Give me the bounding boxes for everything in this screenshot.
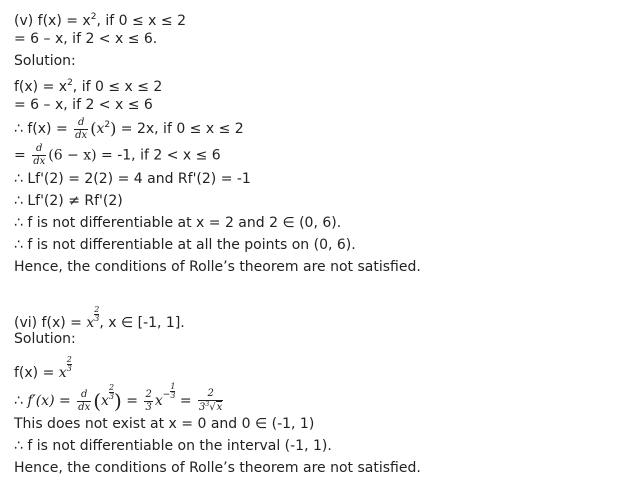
text: ∴ f(x) = <box>14 121 73 137</box>
equals: = <box>121 393 143 409</box>
denominator: 3 <box>94 314 100 323</box>
numerator: 2 <box>94 305 100 314</box>
left-right-derivatives <box>14 170 251 188</box>
text: = 6 – x, if 2 < x ≤ 6 <box>14 97 153 113</box>
not-exist-statement <box>14 415 314 433</box>
text: = <box>14 147 31 164</box>
solution-heading-vi <box>14 330 76 348</box>
variable: x <box>86 315 95 331</box>
text: ∴ f is not differentiable on the interval (-1, 1). <box>14 438 332 454</box>
numerator: 2 <box>145 388 152 400</box>
coefficient-fraction <box>144 390 152 413</box>
not-differentiable-vi <box>14 437 332 455</box>
solution-line-2 <box>14 96 153 114</box>
text: Solution: <box>14 53 76 69</box>
root-index: 3 <box>205 401 210 408</box>
denominator: 3 <box>66 364 72 373</box>
root-sign: √ <box>209 402 216 413</box>
text: = 6 – x, if 2 < x ≤ 6. <box>14 31 158 47</box>
numerator: 2 <box>198 389 223 401</box>
text: ∴ f is not differentiable at all the points on (0, 6). <box>14 237 356 253</box>
problem-vi-statement <box>14 306 185 332</box>
text: (vi) f(x) = <box>14 315 87 331</box>
solution-vi-line-1 <box>14 356 72 382</box>
variable: x <box>58 365 67 381</box>
derivative-line-1 <box>14 116 244 141</box>
numerator: 2 <box>108 383 115 392</box>
therefore-symbol: ∴ <box>14 393 28 409</box>
text: Hence, the conditions of Rolle’s theorem are not satisfied. <box>14 460 421 476</box>
variable: x <box>101 393 109 409</box>
paren: ( <box>90 119 97 138</box>
solution-heading <box>14 52 76 70</box>
derivative-operator <box>32 144 46 167</box>
not-differentiable-interval <box>14 236 356 254</box>
numerator: d <box>74 118 88 130</box>
minus-sign: − <box>162 390 171 400</box>
text: , if 0 ≤ x ≤ 2 <box>72 79 163 95</box>
text: = 2x, if 0 ≤ x ≤ 2 <box>116 121 244 137</box>
text: ∴ f is not differentiable at x = 2 and 2 ∈ (0, 6). <box>14 215 342 231</box>
text: (v) f(x) = x <box>14 13 91 29</box>
text: , if 0 ≤ x ≤ 2 <box>96 13 186 29</box>
numerator: 1 <box>170 382 176 391</box>
exponent: 2 <box>90 12 97 22</box>
denominator: 3 <box>145 401 152 413</box>
variable: x <box>96 121 105 137</box>
conclusion-v <box>14 258 421 276</box>
coefficient: 3 <box>199 402 206 413</box>
derivative-line-2 <box>14 144 221 167</box>
text: Hence, the conditions of Rolle’s theorem are not satisfied. <box>14 259 421 275</box>
problem-v-statement <box>14 8 186 30</box>
paren: ) <box>110 119 117 138</box>
denominator: 3 <box>170 391 176 400</box>
text: This does not exist at x = 0 and 0 ∈ (-1, 1) <box>14 416 315 432</box>
text: f(x) = <box>14 365 59 381</box>
text: , x ∈ [-1, 1]. <box>99 315 185 331</box>
derivatives-not-equal <box>14 192 123 210</box>
paren: ) <box>114 389 122 413</box>
denominator: dx <box>33 156 46 167</box>
derivative-vi <box>14 383 225 413</box>
numerator: 2 <box>66 355 72 364</box>
result-fraction <box>198 389 223 413</box>
variable: x <box>154 393 163 409</box>
text: ∴ Lf'(2) ≠ Rf'(2) <box>14 193 123 209</box>
solution-line-1 <box>14 74 162 96</box>
exponent: 2 <box>67 78 73 88</box>
expression: (6 − x) <box>48 147 97 164</box>
text: f(x) = x <box>14 79 68 95</box>
exponent-fraction <box>67 356 72 373</box>
text: = -1, if 2 < x ≤ 6 <box>96 147 221 164</box>
derivative-operator <box>77 390 91 413</box>
denominator <box>198 401 223 413</box>
text: Solution: <box>14 331 76 347</box>
derivative-operator <box>74 118 88 141</box>
numerator: d <box>77 390 91 402</box>
radicand: x <box>216 402 223 413</box>
not-differentiable-at-2 <box>14 214 341 232</box>
paren: ( <box>93 389 102 413</box>
conclusion-vi <box>14 459 421 477</box>
text: ∴ Lf'(2) = 2(2) = 4 and Rf'(2) = -1 <box>14 171 251 187</box>
exponent: 2 <box>104 120 111 130</box>
expression: f′(x) = <box>27 393 76 409</box>
denominator: 3 <box>108 392 115 401</box>
denominator: dx <box>78 401 91 413</box>
denominator: dx <box>75 129 88 141</box>
numerator: d <box>32 144 46 156</box>
equals: = <box>175 393 197 409</box>
problem-v-case2 <box>14 30 157 48</box>
